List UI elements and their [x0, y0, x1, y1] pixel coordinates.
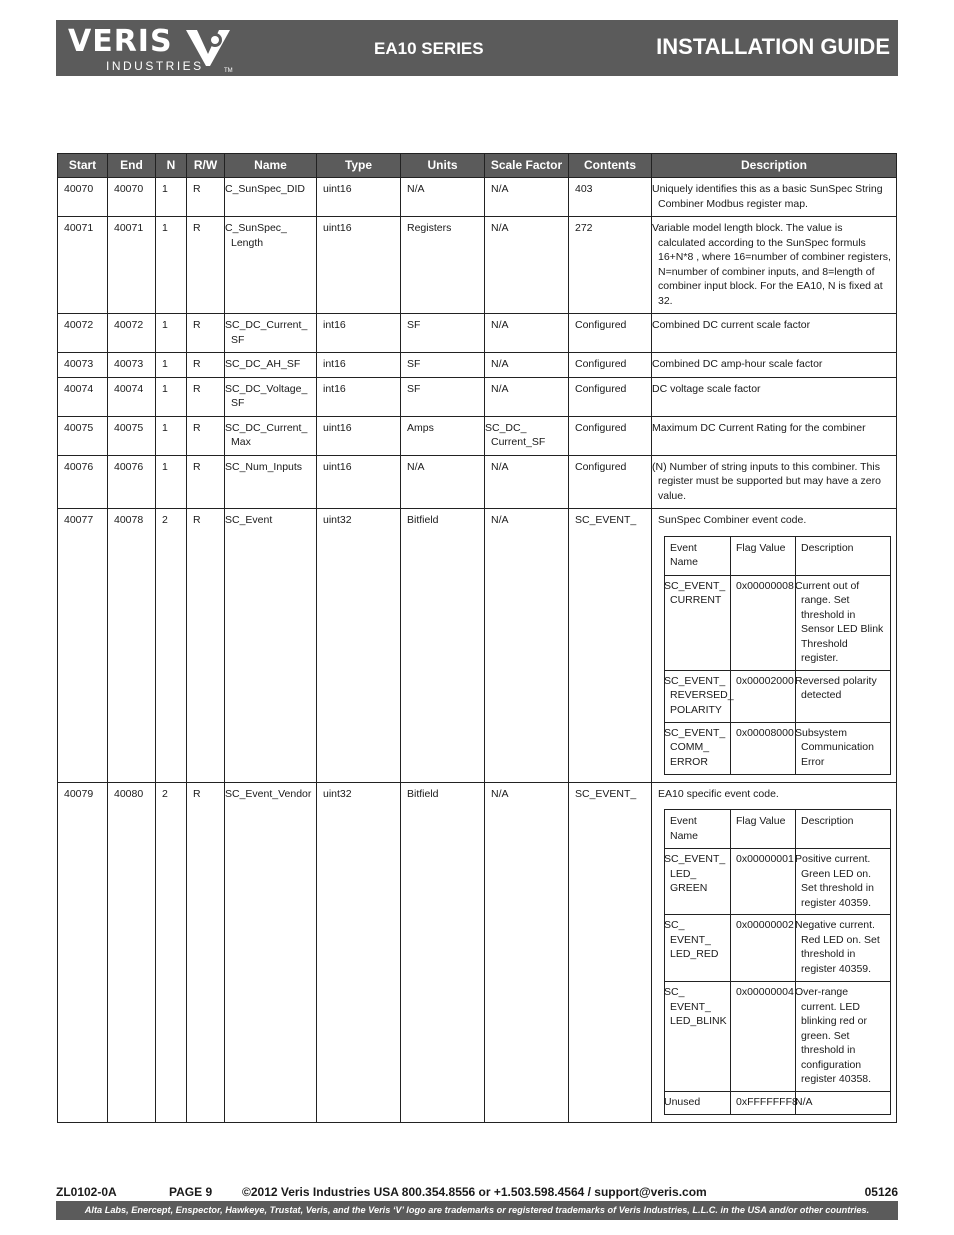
- event-row: [665, 575, 891, 670]
- register-map-table: [57, 153, 897, 1123]
- sub-header-row: [665, 536, 891, 575]
- event-row: [665, 722, 891, 774]
- column-header: End: [108, 154, 156, 178]
- cell-start: 40074: [58, 377, 108, 416]
- cell-contents: 272: [569, 217, 652, 314]
- cell-scale-factor: SC_DC_ Current_SF: [485, 416, 569, 455]
- sub-column-header: Flag Value: [731, 810, 796, 849]
- cell-contents: 403: [569, 178, 652, 217]
- flag-value: 0x00000001: [731, 849, 796, 915]
- cell-contents: Configured: [569, 353, 652, 378]
- cell-n: 1: [156, 353, 187, 378]
- cell-start: 40072: [58, 314, 108, 353]
- cell-contents: Configured: [569, 377, 652, 416]
- flag-value: 0xFFFFFFF8: [731, 1092, 796, 1115]
- cell-n: 1: [156, 455, 187, 509]
- column-header: R/W: [187, 154, 225, 178]
- flag-value: 0x00000002: [731, 915, 796, 982]
- event-description: Over-range current. LED blinking red or green. Set threshold in configuration register 40358.: [796, 982, 891, 1092]
- cell-rw: R: [187, 353, 225, 378]
- cell-scale-factor: N/A: [485, 782, 569, 1122]
- cell-end: 40078: [108, 509, 156, 783]
- cell-contents: Configured: [569, 455, 652, 509]
- cell-description: Uniquely identifies this as a basic SunSpec String Combiner Modbus register map.: [652, 178, 897, 217]
- cell-start: 40071: [58, 217, 108, 314]
- cell-end: 40071: [108, 217, 156, 314]
- cell-units: SF: [401, 314, 485, 353]
- cell-end: 40070: [108, 178, 156, 217]
- sub-column-header: Description: [796, 810, 891, 849]
- event-description: Positive current. Green LED on. Set threshold in register 40359.: [796, 849, 891, 915]
- logo-subtext: INDUSTRIES: [106, 59, 204, 73]
- cell-type: uint16: [317, 178, 401, 217]
- cell-description: [652, 782, 897, 1122]
- table-row: [58, 178, 897, 217]
- cell-name: C_SunSpec_DID: [225, 178, 317, 217]
- cell-rw: R: [187, 217, 225, 314]
- page-footer: [56, 1183, 898, 1201]
- cell-rw: R: [187, 314, 225, 353]
- product-series: EA10 SERIES: [374, 39, 484, 58]
- table-row: [58, 377, 897, 416]
- trademark-notice: Alta Labs, Enercept, Enspector, Hawkeye, Trustat, Veris, and the Veris ‘V’ logo are trademarks or registered trademarks of Veris Industries, L.L.C. in the USA and/or other countries.: [56, 1201, 898, 1220]
- cell-units: Amps: [401, 416, 485, 455]
- table-row: [58, 509, 897, 783]
- cell-units: SF: [401, 353, 485, 378]
- cell-scale-factor: N/A: [485, 178, 569, 217]
- cell-description: Combined DC amp-hour scale factor: [652, 353, 897, 378]
- cell-rw: R: [187, 178, 225, 217]
- cell-scale-factor: N/A: [485, 314, 569, 353]
- event-name: SC_EVENT_ CURRENT: [665, 575, 731, 670]
- cell-type: int16: [317, 353, 401, 378]
- event-name: SC_ EVENT_ LED_BLINK: [665, 982, 731, 1092]
- cell-start: 40077: [58, 509, 108, 783]
- cell-n: 2: [156, 782, 187, 1122]
- cell-name: SC_Num_Inputs: [225, 455, 317, 509]
- cell-start: 40079: [58, 782, 108, 1122]
- cell-start: 40075: [58, 416, 108, 455]
- cell-description: Maximum DC Current Rating for the combiner: [652, 416, 897, 455]
- cell-contents: Configured: [569, 416, 652, 455]
- cell-contents: SC_EVENT_: [569, 509, 652, 783]
- cell-description: (N) Number of string inputs to this combiner. This register must be supported but may have a zero value.: [652, 455, 897, 509]
- column-header: Description: [652, 154, 897, 178]
- cell-type: uint16: [317, 217, 401, 314]
- cell-start: 40070: [58, 178, 108, 217]
- cell-n: 1: [156, 377, 187, 416]
- cell-end: 40074: [108, 377, 156, 416]
- vendor-event-flags-table: [664, 809, 891, 1115]
- event-row: [665, 1092, 891, 1115]
- cell-rw: R: [187, 455, 225, 509]
- event-row: [665, 849, 891, 915]
- cell-scale-factor: N/A: [485, 353, 569, 378]
- event-description: Reversed polarity detected: [796, 670, 891, 722]
- event-flags-table: [664, 536, 891, 775]
- cell-type: uint16: [317, 455, 401, 509]
- flag-value: 0x00000004: [731, 982, 796, 1092]
- cell-end: 40072: [108, 314, 156, 353]
- cell-end: 40076: [108, 455, 156, 509]
- column-header: Contents: [569, 154, 652, 178]
- cell-units: Bitfield: [401, 509, 485, 783]
- table-row: [58, 314, 897, 353]
- cell-contents: Configured: [569, 314, 652, 353]
- sub-column-header: Description: [796, 536, 891, 575]
- event-row: [665, 670, 891, 722]
- sub-column-header: Flag Value: [731, 536, 796, 575]
- event-name: Unused: [665, 1092, 731, 1115]
- cell-description: [652, 509, 897, 783]
- flag-value: 0x00008000: [731, 722, 796, 774]
- table-row: [58, 782, 897, 1122]
- flag-value: 0x00000008: [731, 575, 796, 670]
- table-header-row: [58, 154, 897, 178]
- page-number: PAGE 9: [169, 1185, 213, 1199]
- sub-column-header: Event Name: [665, 536, 731, 575]
- cell-scale-factor: N/A: [485, 509, 569, 783]
- logo-text: VERIS: [68, 24, 173, 59]
- cell-n: 1: [156, 217, 187, 314]
- event-description: Subsystem Communication Error: [796, 722, 891, 774]
- cell-name: C_SunSpec_ Length: [225, 217, 317, 314]
- flag-value: 0x00002000: [731, 670, 796, 722]
- cell-n: 1: [156, 416, 187, 455]
- cell-name: SC_DC_Voltage_ SF: [225, 377, 317, 416]
- column-header: N: [156, 154, 187, 178]
- cell-contents: SC_EVENT_: [569, 782, 652, 1122]
- cell-name: SC_Event: [225, 509, 317, 783]
- column-header: Units: [401, 154, 485, 178]
- column-header: Name: [225, 154, 317, 178]
- cell-scale-factor: N/A: [485, 217, 569, 314]
- cell-description: Combined DC current scale factor: [652, 314, 897, 353]
- cell-n: 1: [156, 314, 187, 353]
- column-header: Type: [317, 154, 401, 178]
- column-header: Scale Factor: [485, 154, 569, 178]
- event-description: Negative current. Red LED on. Set threshold in register 40359.: [796, 915, 891, 982]
- cell-type: uint16: [317, 416, 401, 455]
- cell-name: SC_Event_Vendor: [225, 782, 317, 1122]
- event-name: SC_EVENT_ REVERSED_ POLARITY: [665, 670, 731, 722]
- logo-trademark: TM: [224, 68, 233, 74]
- cell-rw: R: [187, 509, 225, 783]
- cell-end: 40075: [108, 416, 156, 455]
- cell-n: 2: [156, 509, 187, 783]
- document-title: INSTALLATION GUIDE: [656, 34, 890, 59]
- cell-rw: R: [187, 416, 225, 455]
- cell-units: Registers: [401, 217, 485, 314]
- event-name: SC_EVENT_ COMM_ ERROR: [665, 722, 731, 774]
- contact-info: ©2012 Veris Industries USA 800.354.8556 or +1.503.598.4564 / support@veris.com: [242, 1185, 707, 1199]
- description-text: SunSpec Combiner event code.: [658, 514, 807, 526]
- cell-n: 1: [156, 178, 187, 217]
- cell-scale-factor: N/A: [485, 455, 569, 509]
- cell-rw: R: [187, 377, 225, 416]
- event-description: Current out of range. Set threshold in Sensor LED Blink Threshold register.: [796, 575, 891, 670]
- cell-type: int16: [317, 377, 401, 416]
- sub-column-header: Event Name: [665, 810, 731, 849]
- cell-description: Variable model length block. The value is calculated according to the SunSpec formuls 16+N*8 , where 16=number of combiner registers, N=number of combiner inputs, and 8=length of combiner input block. For the EA10, N is fixed at 32.: [652, 217, 897, 314]
- cell-end: 40080: [108, 782, 156, 1122]
- cell-units: N/A: [401, 455, 485, 509]
- cell-name: SC_DC_Current_ SF: [225, 314, 317, 353]
- description-text: EA10 specific event code.: [658, 787, 779, 800]
- cell-type: int16: [317, 314, 401, 353]
- cell-type: uint32: [317, 509, 401, 783]
- column-header: Start: [58, 154, 108, 178]
- cell-name: SC_DC_Current_ Max: [225, 416, 317, 455]
- cell-units: SF: [401, 377, 485, 416]
- cell-name: SC_DC_AH_SF: [225, 353, 317, 378]
- veris-logo: [66, 24, 236, 72]
- event-row: [665, 915, 891, 982]
- event-description: N/A: [796, 1092, 891, 1115]
- cell-units: N/A: [401, 178, 485, 217]
- page-header: [56, 20, 898, 76]
- cell-scale-factor: N/A: [485, 377, 569, 416]
- table-row: [58, 353, 897, 378]
- event-row: [665, 982, 891, 1092]
- cell-start: 40073: [58, 353, 108, 378]
- document-code: 05126: [864, 1185, 898, 1199]
- cell-units: Bitfield: [401, 782, 485, 1122]
- table-row: [58, 455, 897, 509]
- cell-end: 40073: [108, 353, 156, 378]
- table-row: [58, 416, 897, 455]
- document-id: ZL0102-0A: [56, 1185, 117, 1199]
- cell-description: DC voltage scale factor: [652, 377, 897, 416]
- cell-type: uint32: [317, 782, 401, 1122]
- cell-rw: R: [187, 782, 225, 1122]
- event-name: SC_EVENT_ LED_ GREEN: [665, 849, 731, 915]
- event-name: SC_ EVENT_ LED_RED: [665, 915, 731, 982]
- cell-start: 40076: [58, 455, 108, 509]
- table-row: [58, 217, 897, 314]
- sub-header-row: [665, 810, 891, 849]
